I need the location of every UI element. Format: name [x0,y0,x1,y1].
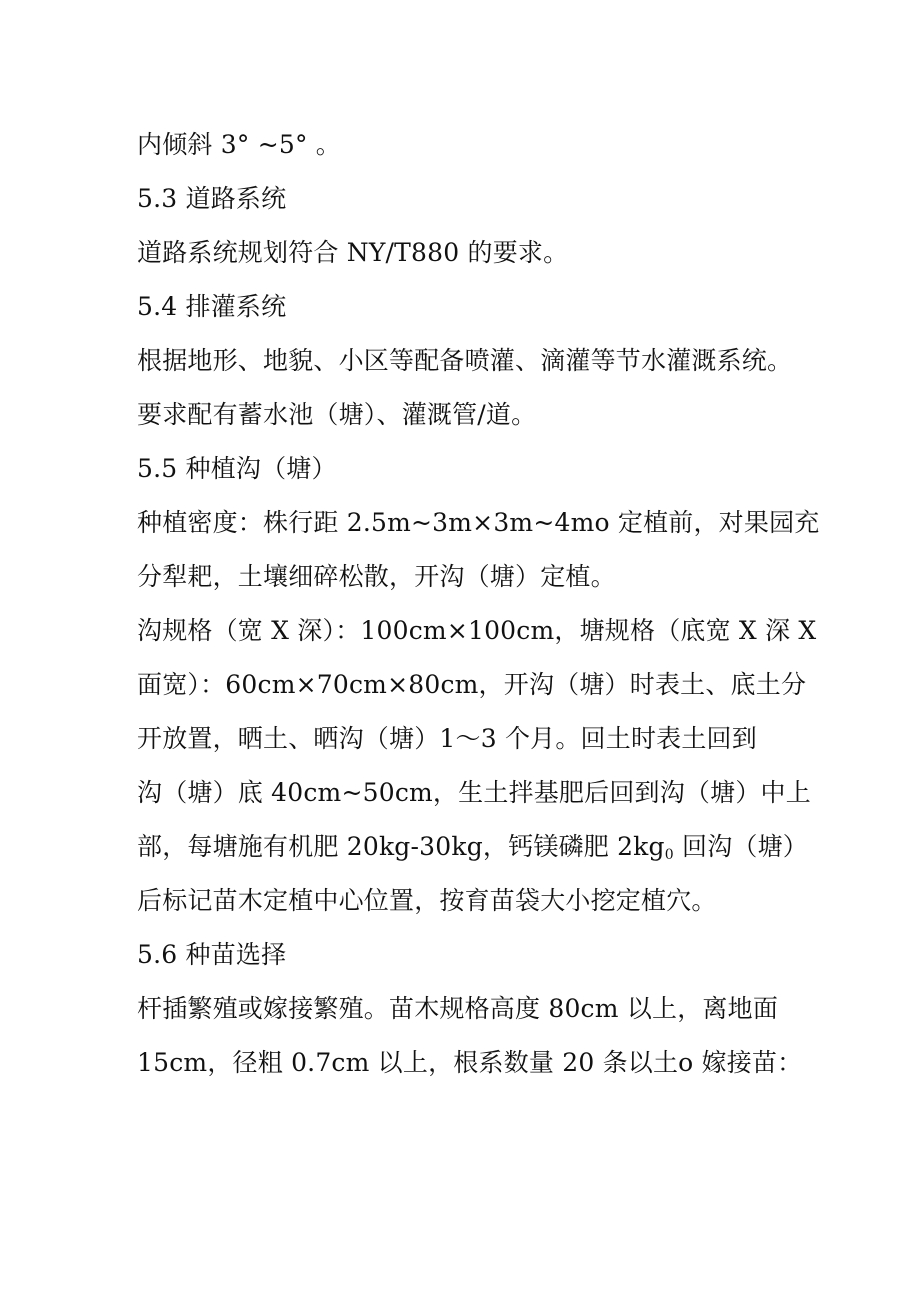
body-text-line: 面宽）：60cm×70cm×80cm，开沟（塘）时表土、底土分 [137,670,807,699]
text-run: 回沟（塘） [673,832,808,861]
body-text-line: 15cm，径粗 0.7cm 以上，根系数量 20 条以土o 嫁接苗： [137,1048,803,1077]
section-heading-5-6: 5.6 种苗选择 [137,940,287,969]
body-text-line: 开放置，晒土、晒沟（塘）1～3 个月。回土时表土回到 [137,724,757,753]
document-page [137,118,820,1090]
section-heading-5-3: 5.3 道路系统 [137,184,287,213]
section-heading-5-4: 5.4 排灌系统 [137,292,287,321]
body-text-line: 沟（塘）底 40cm~50cm，生土拌基肥后回到沟（塘）中上 [137,778,811,807]
body-text-line: 分犁耙，土壤细碎松散，开沟（塘）定植。 [137,562,616,591]
body-text-line: 种植密度：株行距 2.5m~3m×3m~4mo 定植前，对果园充 [137,508,820,537]
section-heading-5-5: 5.5 种植沟（塘） [137,454,337,483]
body-text-line: 要求配有蓄水池（塘）、灌溉管/道。 [137,400,537,429]
body-text-line: 道路系统规划符合 NY/T880 的要求。 [137,238,569,267]
body-text-line [137,820,817,874]
subscript: 0 [664,847,674,863]
body-text-line: 杆插繁殖或嫁接繁殖。苗木规格高度 80cm 以上，离地面 [137,994,779,1023]
body-text-line: 后标记苗木定植中心位置，按育苗袋大小挖定植穴。 [137,886,717,915]
body-text-line: 沟规格（宽 X 深）：100cm×100cm，塘规格（底宽 X 深 X [137,616,817,645]
text-run: 部，每塘施有机肥 20kg-30kg，钙镁磷肥 2kg [137,832,665,861]
body-text-line: 根据地形、地貌、小区等配备喷灌、滴灌等节水灌溉系统。 [137,346,793,375]
body-text-line: 内倾斜 3° ~5° 。 [137,130,341,159]
